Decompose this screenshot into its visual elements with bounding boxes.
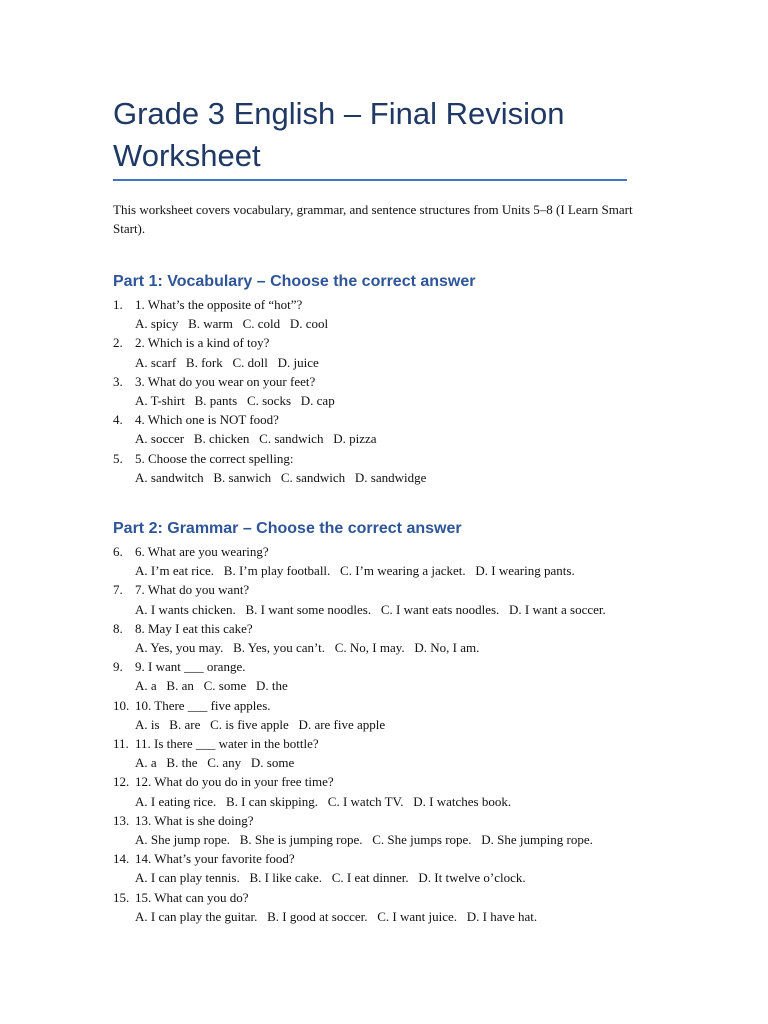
question-item (113, 542, 673, 580)
question-text: 7. What do you want? (135, 582, 250, 598)
question-item (113, 888, 673, 926)
question-item (113, 449, 673, 487)
answer-options: A. scarf B. fork C. doll D. juice (135, 354, 319, 370)
question-text: 5. Choose the correct spelling: (135, 450, 294, 466)
question-number: 6. (113, 544, 123, 559)
question-number: 10. (113, 697, 130, 713)
question-row (113, 734, 673, 753)
question-item (113, 696, 673, 734)
question-number: 3. (113, 373, 123, 389)
question-row (113, 542, 673, 561)
question-number: 12. (113, 774, 130, 790)
question-row (113, 295, 673, 314)
question-item (113, 734, 673, 772)
question-item (113, 811, 673, 849)
answer-options: A. a B. the C. any D. some (135, 755, 295, 771)
question-text: 15. What can you do? (135, 889, 249, 905)
question-text: 14. What’s your favorite food? (135, 851, 295, 867)
question-item (113, 372, 673, 410)
question-number: 7. (113, 582, 123, 598)
answer-options: A. I wants chicken. B. I want some noodles. C. I want eats noodles. D. I want a soccer. (135, 601, 606, 617)
question-item (113, 410, 673, 448)
answer-options: A. She jump rope. B. She is jumping rope. C. She jumps rope. D. She jumping rope. (135, 832, 593, 848)
title-divider (113, 179, 627, 181)
question-row (113, 449, 673, 468)
answer-options: A. spicy B. warm C. cold D. cool (135, 316, 329, 332)
part1-question-list (113, 295, 673, 487)
question-text: 10. There ___ five apples. (135, 697, 271, 713)
question-item (113, 772, 673, 810)
question-number: 9. (113, 659, 123, 675)
intro-paragraph: This worksheet covers vocabulary, grammar, and sentence structures from Units 5–8 (I Learn Smart Start). (113, 202, 633, 236)
question-item (113, 333, 673, 371)
question-row (113, 333, 673, 352)
question-row (113, 696, 673, 715)
question-text: 6. What are you wearing? (135, 544, 269, 559)
question-item (113, 619, 673, 657)
question-number: 8. (113, 620, 123, 636)
question-row (113, 772, 673, 791)
question-text: 1. What’s the opposite of “hot”? (135, 297, 303, 312)
question-row (113, 888, 673, 907)
answer-options: A. Yes, you may. B. Yes, you can’t. C. No, I may. D. No, I am. (135, 640, 480, 656)
question-number: 4. (113, 412, 123, 428)
question-row (113, 410, 673, 429)
answer-options: A. I can play the guitar. B. I good at soccer. C. I want juice. D. I have hat. (135, 908, 538, 924)
question-text: 9. I want ___ orange. (135, 659, 246, 675)
question-number: 13. (113, 812, 130, 828)
question-row (113, 619, 673, 638)
question-number: 15. (113, 889, 130, 905)
part1-heading: Part 1: Vocabulary – Choose the correct answer (113, 273, 476, 290)
question-item (113, 295, 673, 333)
question-row (113, 657, 673, 676)
question-row (113, 372, 673, 391)
part2-heading: Part 2: Grammar – Choose the correct answer (113, 520, 462, 537)
question-text: 4. Which one is NOT food? (135, 412, 279, 428)
question-text: 11. Is there ___ water in the bottle? (135, 736, 319, 752)
question-item (113, 657, 673, 695)
question-number: 14. (113, 851, 130, 867)
question-row (113, 580, 673, 599)
question-item (113, 580, 673, 618)
question-item (113, 849, 673, 887)
question-text: 8. May I eat this cake? (135, 620, 253, 636)
answer-options: A. I eating rice. B. I can skipping. C. I watch TV. D. I watches book. (135, 793, 512, 809)
question-text: 2. Which is a kind of toy? (135, 335, 270, 351)
part2-question-list (113, 542, 673, 926)
answer-options: A. I can play tennis. B. I like cake. C. I eat dinner. D. It twelve o’clock. (135, 870, 526, 886)
question-number: 11. (113, 736, 129, 752)
question-row (113, 811, 673, 830)
answer-options: A. sandwitch B. sanwich C. sandwich D. sandwidge (135, 469, 427, 485)
answer-options: A. a B. an C. some D. the (135, 678, 288, 694)
answer-options: A. is B. are C. is five apple D. are five apple (135, 716, 386, 732)
question-number: 2. (113, 335, 123, 351)
question-row (113, 849, 673, 868)
question-number: 1. (113, 297, 123, 312)
question-text: 13. What is she doing? (135, 812, 254, 828)
question-text: 12. What do you do in your free time? (135, 774, 334, 790)
answer-options: A. soccer B. chicken C. sandwich D. pizza (135, 431, 377, 447)
page-title: Grade 3 English – Final Revision Worksheet (113, 96, 565, 173)
question-text: 3. What do you wear on your feet? (135, 373, 316, 389)
question-number: 5. (113, 450, 123, 466)
answer-options: A. T-shirt B. pants C. socks D. cap (135, 393, 335, 409)
answer-options: A. I’m eat rice. B. I’m play football. C. I’m wearing a jacket. D. I wearing pants. (135, 563, 575, 579)
